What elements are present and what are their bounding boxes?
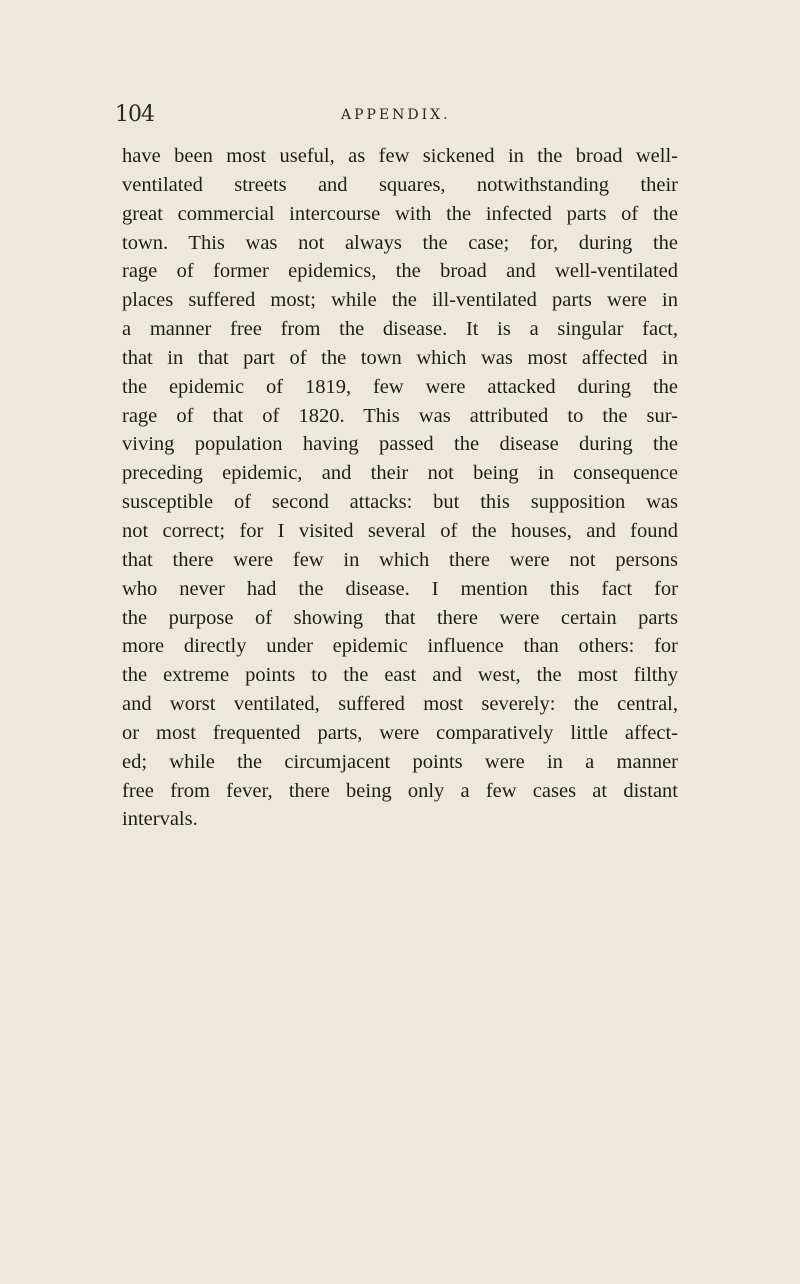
text-line: ed; while the circumjacent points were in a manner (122, 750, 678, 773)
text-line: that there were few in which there were not persons (122, 548, 678, 571)
text-line: or most frequented parts, were comparatively little affect- (122, 721, 678, 744)
text-line: intervals. (122, 808, 198, 831)
text-line: viving population having passed the disease during the (122, 433, 678, 456)
text-line: great commercial intercourse with the infected parts of the (122, 202, 678, 225)
running-head: APPENDIX. (341, 107, 451, 123)
text-line: free from fever, there being only a few cases at distant (122, 779, 678, 802)
text-line: town. This was not always the case; for, during the (122, 231, 678, 254)
text-line: places suffered most; while the ill-ventilated parts were in (122, 289, 678, 312)
text-line: and worst ventilated, suffered most severely: the central, (122, 693, 678, 716)
text-line: rage of that of 1820. This was attributed to the sur- (122, 404, 678, 427)
text-line: the purpose of showing that there were certain parts (122, 606, 678, 629)
text-line: the extreme points to the east and west, the most filthy (122, 664, 678, 687)
body-paragraph (122, 142, 678, 834)
text-line: that in that part of the town which was most affected in (122, 346, 678, 369)
text-line: rage of former epidemics, the broad and well-ventilated (122, 260, 678, 283)
text-line: preceding epidemic, and their not being in consequence (122, 462, 678, 485)
text-line: have been most useful, as few sickened in the broad well- (122, 145, 678, 167)
text-line: the epidemic of 1819, few were attacked during the (122, 375, 678, 398)
text-line: not correct; for I visited several of the houses, and found (122, 519, 678, 542)
page-number: 104 (115, 102, 154, 127)
text-line: a manner free from the disease. It is a singular fact, (122, 318, 678, 341)
text-line: ventilated streets and squares, notwithstanding their (122, 173, 678, 196)
text-line: susceptible of second attacks: but this supposition was (122, 491, 678, 514)
text-line: who never had the disease. I mention this fact for (122, 577, 678, 600)
text-line: more directly under epidemic influence than others: for (122, 635, 678, 658)
page-header (115, 102, 715, 132)
